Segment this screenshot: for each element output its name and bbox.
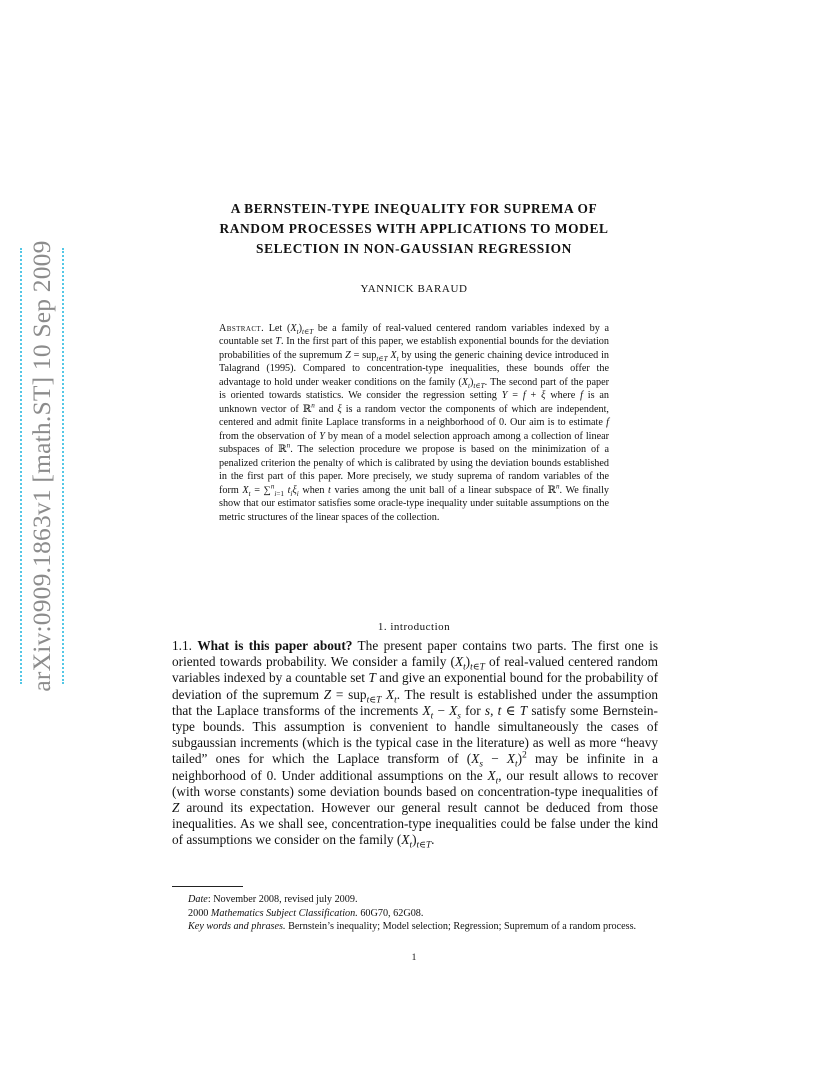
footnote-msc: 2000 Mathematics Subject Classification. 60G70, 62G08. — [188, 907, 424, 919]
section-heading: 1. introduction — [377, 621, 451, 633]
abstract: Abstract. Let $(X_t)_{t\in T}$ be a family of real-valued centered random variables indexed by a countable set T. In the first part of this paper, we establish exponential bounds for the deviation probabilities of the supremum Z = sup$_{t\in T}$ $X_t$ by using the generic chaining device introduced in Talagrand (1995). Compared to concentration-type inequalities, these bounds offer the advantage to hold under weaker conditions on the family $(X_t)_{t\in T}$. The second part of the paper is oriented towards statistics. We consider the regression setting Y = f + ξ where f is an unknown vector of ℝ$^n$ and ξ is a random vector the components of which are independent, centered and admit finite Laplace transforms in a neighborhood of 0. Our aim is to estimate f from the observation of Y by mean of a model selection approach among a collection of linear subspaces of ℝ$^n$. The selection procedure we propose is based on the minimization of a penalized criterion the penalty of which is calibrated by using the deviation bounds established in the first part of this paper. More precisely, we study suprema of random variables of the form $X_t = \sum^n_{i=1}$ $t_i\xi_i$ when t varies among the unit ball of a linear subspace of ℝ$^n$. We finally show that our estimator satisfies some oracle-type inequality under suitable assumptions on the metric structures of the linear spaces of the collection. — [219, 323, 610, 523]
arxiv-stamp: arXiv:0909.1863v1 [math.ST] 10 Sep 2009 — [27, 240, 56, 692]
subsection-number: 1.1. — [172, 638, 198, 653]
paper-title — [170, 199, 658, 259]
page-number: 1 — [411, 953, 417, 963]
subsection-heading: What is this paper about? — [197, 638, 353, 653]
body-paragraph: 1.1. What is this paper about? The present paper contains two parts. The first one is oriented towards probability. We consider a family $(X_t)_{t\in T}$ of real-valued centered random variables indexed by a countable set T and give an exponential bound for the probability of deviation of the supremum Z = sup$_{t\in T}$ $X_t$. The result is established under the assumption that the Laplace transforms of the increments $X_t - X_s$ for s, t ∈ T satisfy some Bernstein-type bounds. This assumption is convenient to handle simultaneously the cases of subgaussian increments (which is the typical case in the literature) as well as more “heavy tailed” ones for which the Laplace transform of $(X_s - X_t)^2$ may be infinite in a neighborhood of 0. Under additional assumptions on the $X_t$, our result allows to recover (with worse constants) some deviation bounds based on concentration-type inequalities of Z around its expectation. However our general result cannot be deduced from those inequalities. As we shall see, concentration-type inequalities could be false under the kind of assumptions we consider on the family $(X_t)_{t\in T}$. — [172, 638, 659, 852]
footnote-keywords: Key words and phrases. Bernstein’s inequality; Model selection; Regression; Supremum of a random process. — [188, 921, 637, 933]
footnotes — [172, 893, 658, 934]
title-line: A BERNSTEIN-TYPE INEQUALITY FOR SUPREMA OF — [230, 201, 598, 216]
abstract-label: Abstract. — [219, 323, 265, 334]
footnote-date: Date: November 2008, revised july 2009. — [188, 894, 358, 905]
author: YANNICK BARAUD — [360, 283, 468, 295]
footnote-rule — [172, 886, 243, 887]
title-line: RANDOM PROCESSES WITH APPLICATIONS TO MODEL — [219, 221, 609, 236]
title-line: SELECTION IN NON-GAUSSIAN REGRESSION — [256, 241, 572, 256]
